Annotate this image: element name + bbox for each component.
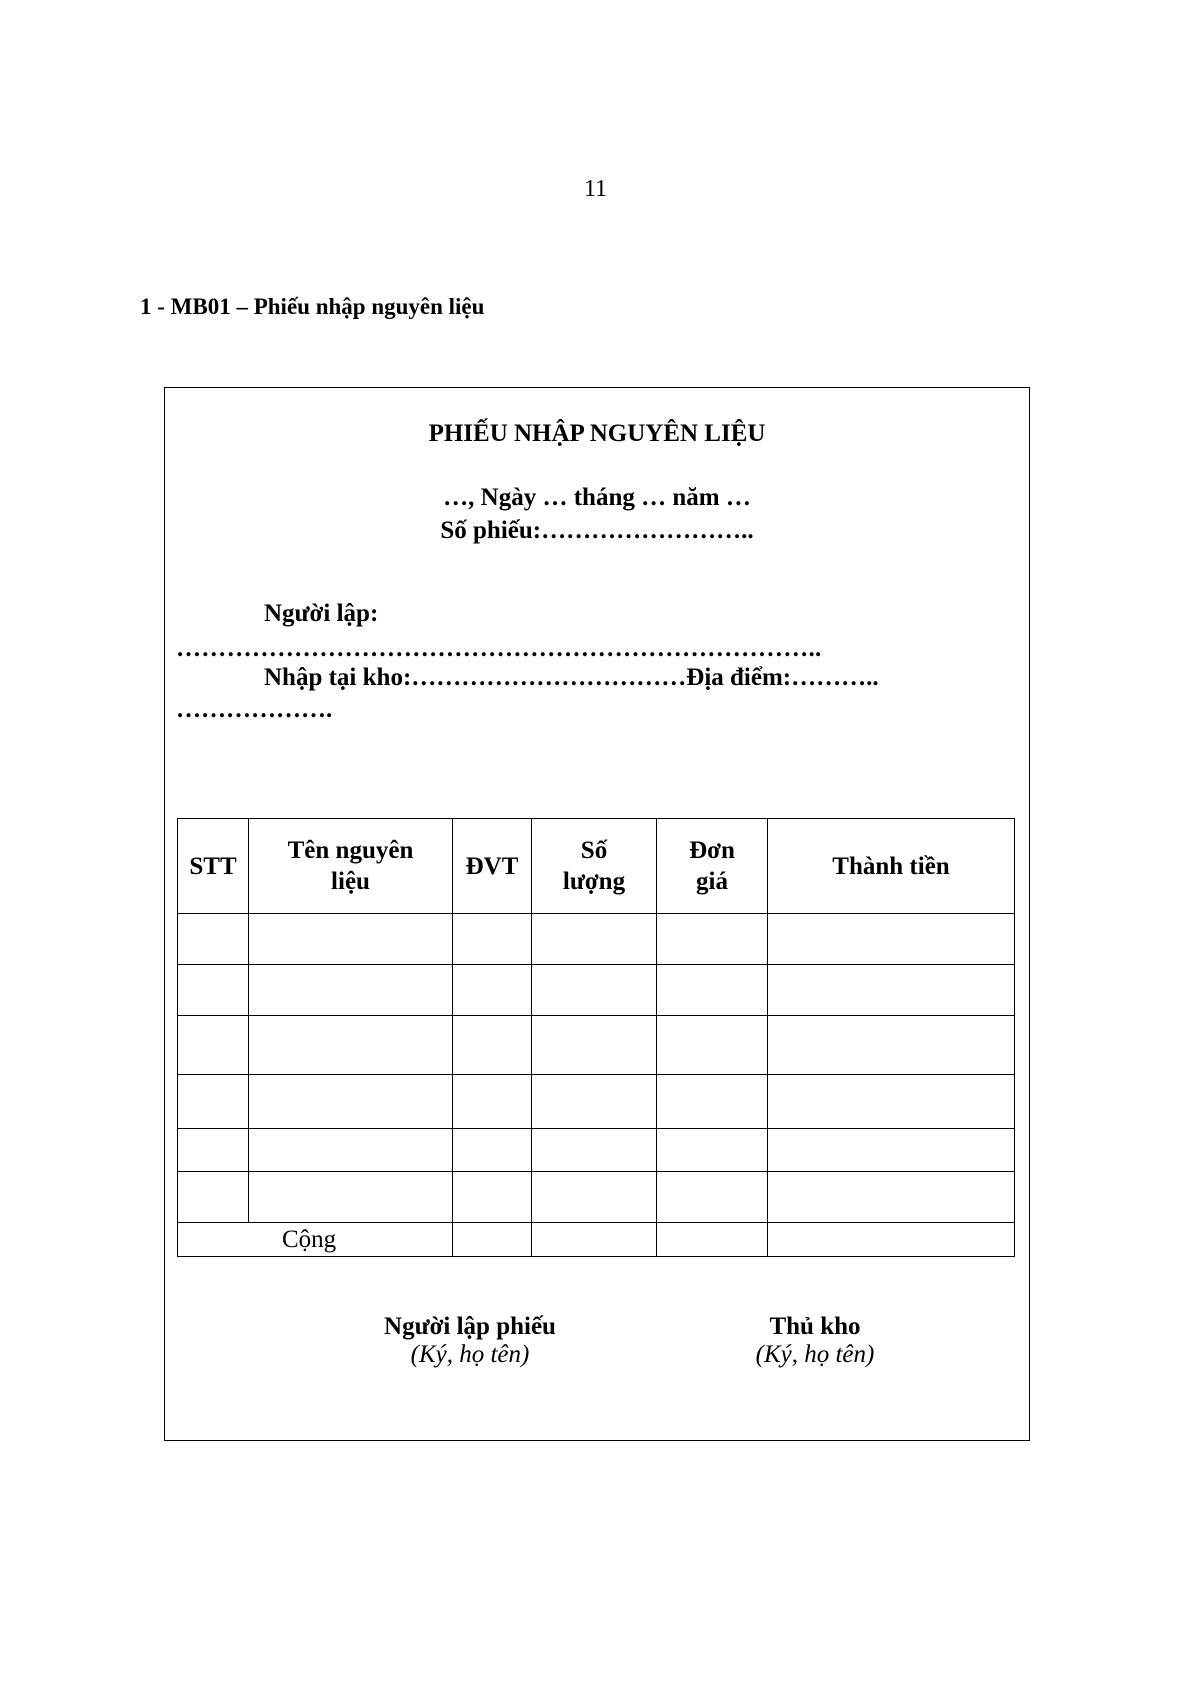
header-quantity-line2: lượng: [562, 868, 626, 895]
signature-block-storekeeper: [675, 1313, 955, 1369]
table-row: [178, 1016, 1015, 1075]
table-row: [178, 965, 1015, 1016]
signature-block-creator: [315, 1313, 625, 1369]
header-unit: ĐVT: [453, 819, 532, 914]
header-material-name-line1: Tên nguyên: [287, 837, 414, 864]
materials-table: [177, 818, 1015, 1257]
page-number: 11: [583, 176, 608, 202]
table-header-row: [178, 819, 1015, 914]
warehouse-location-line: Nhập tại kho:……………………………Địa điểm:………..: [264, 664, 879, 691]
creator-fill-dots: …………………………………………………………………..: [176, 635, 822, 662]
table-row: [178, 1172, 1015, 1223]
header-amount: Thành tiền: [768, 819, 1015, 914]
total-label: Cộng: [178, 1223, 453, 1257]
header-quantity: [532, 819, 657, 914]
table-row: [178, 914, 1015, 965]
total-row: [178, 1223, 1015, 1257]
date-line: …, Ngày … tháng … năm …: [443, 484, 751, 511]
table-row: [178, 1129, 1015, 1172]
storekeeper-signature-hint: (Ký, họ tên): [755, 1341, 875, 1368]
header-material-name-line2: liệu: [331, 868, 370, 895]
table-row: [178, 1075, 1015, 1129]
storekeeper-signature-role: Thủ kho: [769, 1313, 861, 1340]
creator-label: Người lập:: [264, 600, 379, 627]
creator-signature-hint: (Ký, họ tên): [410, 1341, 530, 1368]
header-stt: STT: [178, 819, 249, 914]
form-frame: [164, 387, 1030, 1441]
header-unit-price-line2: giá: [696, 868, 728, 895]
header-quantity-line1: Số: [580, 837, 608, 864]
form-title: PHIẾU NHẬP NGUYÊN LIỆU: [428, 420, 766, 447]
header-unit-price-line1: Đơn: [689, 837, 735, 864]
location-fill-dots: ……………….: [176, 696, 333, 723]
slip-number-line: Số phiếu:……………………..: [440, 517, 754, 544]
header-material-name: [249, 819, 453, 914]
header-unit-price: [657, 819, 768, 914]
section-heading: 1 - MB01 – Phiếu nhập nguyên liệu: [140, 294, 485, 319]
creator-signature-role: Người lập phiếu: [384, 1313, 556, 1340]
